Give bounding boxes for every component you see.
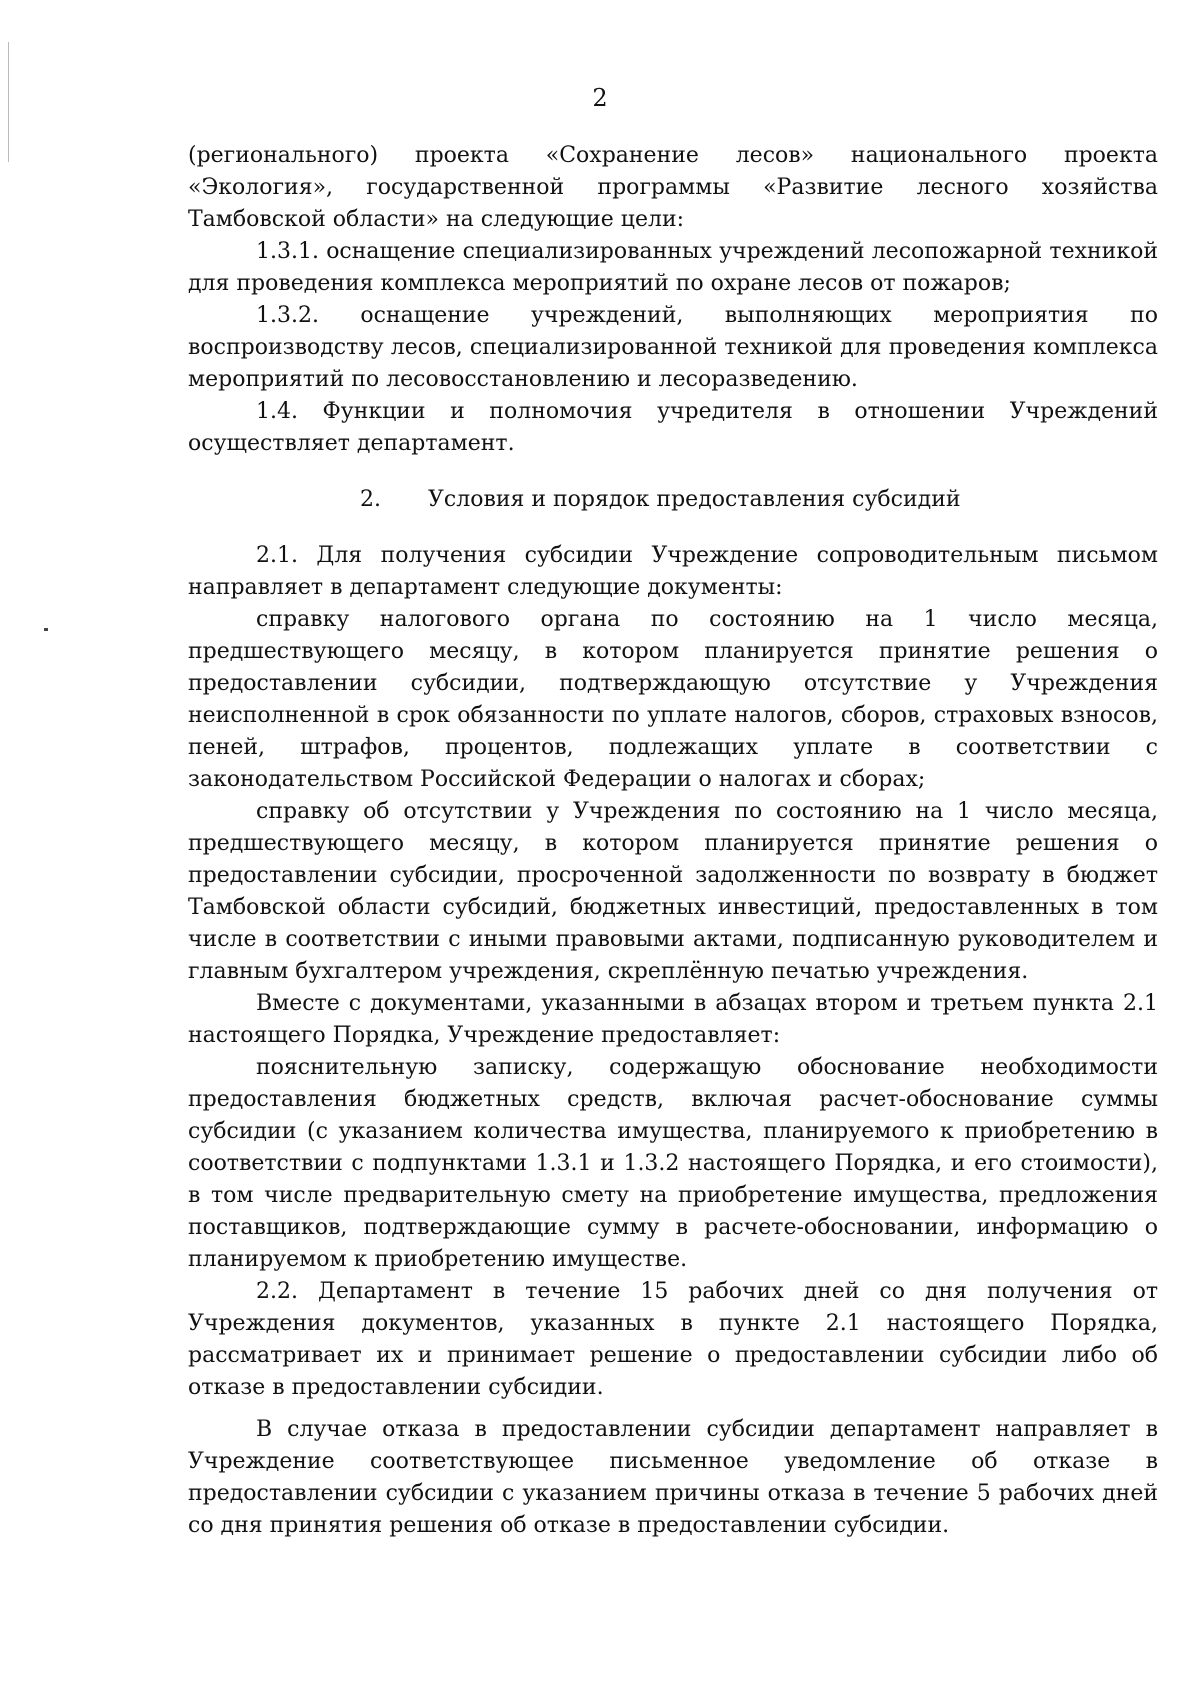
paragraph-together: Вместе с документами, указанными в абзацах втором и третьем пункта 2.1 настоящего Порядка, Учреждение предоставляет: [188, 991, 1158, 1048]
section-title: Условия и порядок предоставления субсидий [428, 487, 961, 512]
document-body [188, 140, 1158, 1542]
section-heading [188, 484, 1158, 516]
scan-speck [44, 628, 48, 631]
paragraph-tax-certificate: справку налогового органа по состоянию на 1 число месяца, предшествующего месяцу, в котором планируется принятие решения о предоставлении субсидии, подтверждающую отсутствие у Учреждения неисполненной в срок обязанности по уплате налогов, сборов, страховых взносов, пеней, штрафов, процентов, подлежащих уплате в соответствии с законодательством Российской Федерации о налогах и сборах; [188, 607, 1158, 792]
paragraph-intro: (регионального) проекта «Сохранение лесов» национального проекта «Экология», государственной программы «Развитие лесного хозяйства Тамбовской области» на следующие цели: [188, 143, 1158, 232]
page-number: 2 [592, 84, 608, 112]
paragraph-2-1: 2.1. Для получения субсидии Учреждение сопроводительным письмом направляет в департамент следующие документы: [188, 543, 1158, 600]
paragraph-refusal: В случае отказа в предоставлении субсидии департамент направляет в Учреждение соответствующее письменное уведомление об отказе в предоставлении субсидии с указанием причины отказа в течение 5 рабочих дней со дня принятия решения об отказе в предоставлении субсидии. [188, 1417, 1158, 1538]
section-number: 2. [360, 487, 381, 512]
paragraph-debt-certificate: справку об отсутствии у Учреждения по состоянию на 1 число месяца, предшествующего месяцу, в котором планируется принятие решения о предоставлении субсидии, просроченной задолженности по возврату в бюджет Тамбовской области субсидий, бюджетных инвестиций, предоставленных в том числе в соответствии с иными правовыми актами, подписанную руководителем и главным бухгалтером учреждения, скреплённую печатью учреждения. [188, 799, 1158, 984]
paragraph-1-4: 1.4. Функции и полномочия учредителя в отношении Учреждений осуществляет департамент. [188, 399, 1158, 456]
paragraph-1-3-2: 1.3.2. оснащение учреждений, выполняющих мероприятия по воспроизводству лесов, специализированной техникой для проведения комплекса мероприятий по лесовосстановлению и лесоразведению. [188, 303, 1158, 392]
paragraph-explanatory-note: пояснительную записку, содержащую обоснование необходимости предоставления бюджетных средств, включая расчет-обоснование суммы субсидии (с указанием количества имущества, планируемого к приобретению в соответствии с подпунктами 1.3.1 и 1.3.2 настоящего Порядка, и его стоимости), в том числе предварительную смету на приобретение имущества, предложения поставщиков, подтверждающие сумму в расчете-обосновании, информацию о планируемом к приобретению имуществе. [188, 1055, 1158, 1272]
paragraph-1-3-1: 1.3.1. оснащение специализированных учреждений лесопожарной техникой для проведения комплекса мероприятий по охране лесов от пожаров; [188, 239, 1158, 296]
paragraph-2-2: 2.2. Департамент в течение 15 рабочих дней со дня получения от Учреждения документов, указанных в пункте 2.1 настоящего Порядка, рассматривает их и принимает решение о предоставлении субсидии либо об отказе в предоставлении субсидии. [188, 1279, 1158, 1400]
